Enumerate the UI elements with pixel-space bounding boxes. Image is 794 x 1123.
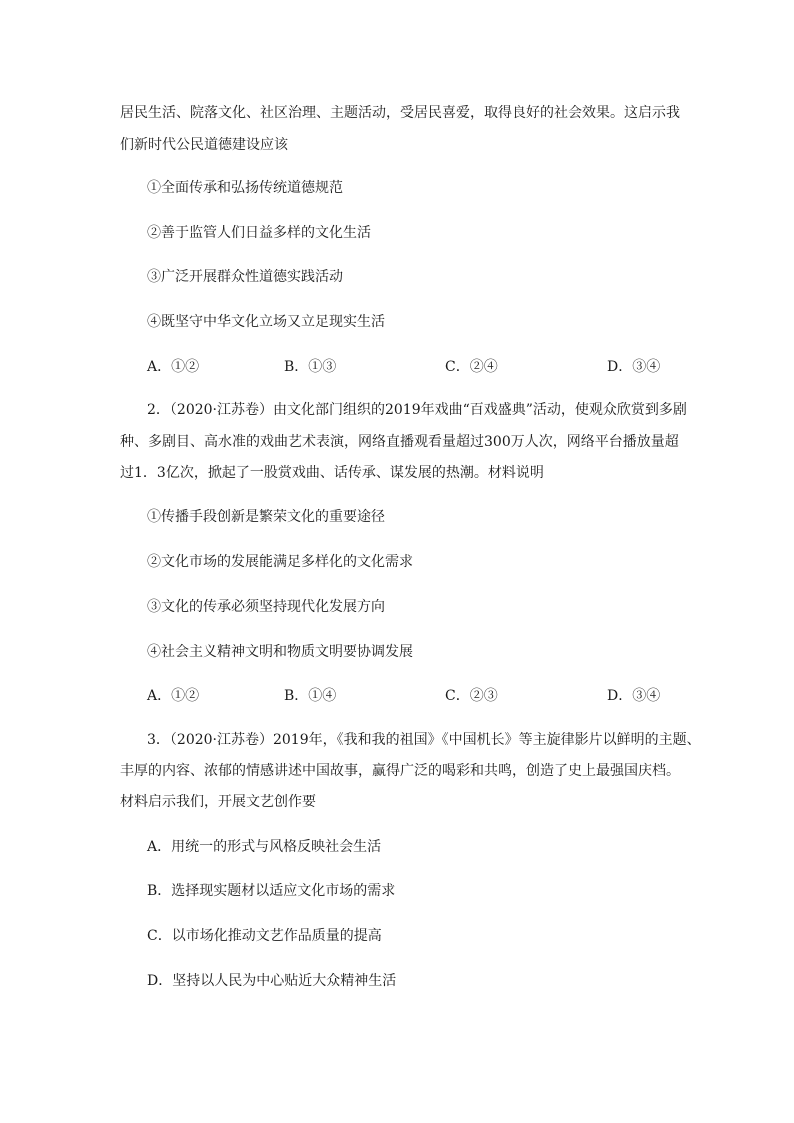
q2-choice-c: C．②③	[445, 688, 498, 704]
q3-option-c: C．以市场化推动文艺作品质量的提高	[147, 928, 382, 944]
q3-option-b: B．选择现实题材以适应文化市场的需求	[147, 883, 396, 899]
q3-stem-line-3: 材料启示我们，开展文艺创作要	[120, 794, 316, 810]
q2-stem-line-3: 过1．3亿次，掀起了一股赏戏曲、话传承、谋发展的热潮。材料说明	[120, 465, 544, 481]
q3-option-a: A．用统一的形式与风格反映社会生活	[147, 839, 382, 855]
q1-choice-d: D．③④	[607, 359, 661, 375]
q3-stem-line-2: 丰厚的内容、浓郁的情感讲述中国故事，赢得广泛的喝彩和共鸣，创造了史上最强国庆档。	[120, 763, 680, 779]
q2-stem-line-1: 2．（2020·江苏卷）由文化部门组织的2019年戏曲“百戏盛典”活动，使观众欣赏到多剧	[147, 402, 687, 418]
q3-option-d: D．坚持以人民为中心贴近大众精神生活	[147, 973, 397, 989]
q2-option-1: ①传播手段创新是繁荣文化的重要途径	[147, 509, 385, 525]
q1-choice-c: C．②④	[445, 359, 498, 375]
q2-choice-d: D．③④	[607, 688, 661, 704]
q1-option-4: ④既坚守中华文化立场又立足现实生活	[147, 314, 385, 330]
q2-option-4: ④社会主义精神文明和物质文明要协调发展	[147, 644, 413, 660]
q1-choice-b: B．①③	[284, 359, 337, 375]
q2-choice-a: A．①②	[147, 688, 200, 704]
q1-stem-line-2: 们新时代公民道德建设应该	[120, 137, 288, 153]
q1-stem-line-1: 居民生活、院落文化、社区治理、主题活动，受居民喜爱，取得良好的社会效果。这启示我	[120, 105, 680, 121]
q1-choice-a: A．①②	[147, 359, 200, 375]
q3-stem-line-1: 3．（2020·江苏卷）2019年，《我和我的祖国》《中国机长》等主旋律影片以鲜明的主题、	[147, 732, 701, 748]
q2-choice-b: B．①④	[284, 688, 337, 704]
q1-option-3: ③广泛开展群众性道德实践活动	[147, 269, 343, 285]
q1-option-1: ①全面传承和弘扬传统道德规范	[147, 180, 343, 196]
q2-option-3: ③文化的传承必须坚持现代化发展方向	[147, 599, 385, 615]
q2-option-2: ②文化市场的发展能满足多样化的文化需求	[147, 554, 413, 570]
q1-option-2: ②善于监管人们日益多样的文化生活	[147, 225, 371, 241]
q2-stem-line-2: 种、多剧目、高水准的戏曲艺术表演，网络直播观看量超过300万人次，网络平台播放量超	[120, 434, 679, 450]
